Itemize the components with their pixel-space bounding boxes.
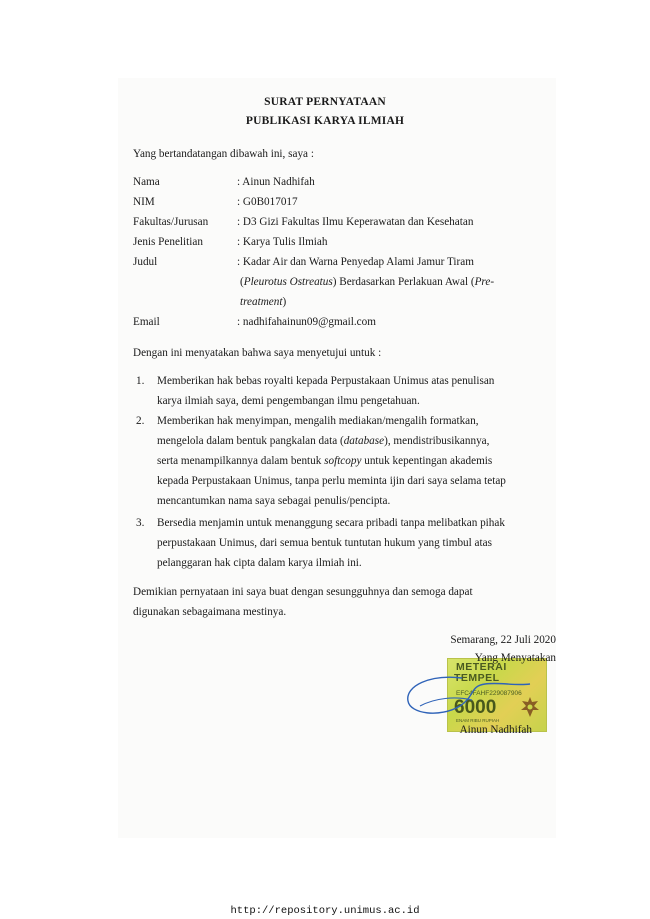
fakultas-label: Fakultas/Jurusan	[133, 216, 209, 228]
signature-scribble	[400, 656, 540, 726]
nim-label: NIM	[133, 196, 155, 208]
fakultas-value: : D3 Gizi Fakultas Ilmu Keperawatan dan Kesehatan	[237, 216, 474, 228]
list-item-text: serta menampilkannya dalam bentuk softcopy untuk kepentingan akademis	[157, 455, 493, 467]
statement-text: Dengan ini menyatakan bahwa saya menyetujui untuk :	[133, 347, 382, 359]
list-item-number: 1.	[136, 375, 145, 387]
list-item-text: perpustakaan Unimus, dari semua bentuk tuntutan hukum yang timbul atas	[157, 537, 492, 549]
letter-title: SURAT PERNYATAAN	[264, 96, 386, 108]
nim-value: : G0B017017	[237, 196, 298, 208]
judul-value-line3: treatment)	[240, 296, 287, 308]
list-item-text: karya ilmiah saya, demi pengembangan ilmu pengetahuan.	[157, 395, 420, 407]
judul-value-line1: : Kadar Air dan Warna Penyedap Alami Jamur Tiram	[237, 256, 474, 268]
stamp-serial: EFC4FAHF229087906	[456, 690, 522, 697]
list-item-number: 3.	[136, 517, 145, 529]
list-item-number: 2.	[136, 415, 145, 427]
nama-value: : Ainun Nadhifah	[237, 176, 315, 188]
email-value: : nadhifahainun09@gmail.com	[237, 316, 376, 328]
list-item-text: Memberikan hak menyimpan, mengalih mediakan/mengalih formatkan,	[157, 415, 479, 427]
footer-url: http://repository.unimus.ac.id	[230, 905, 420, 917]
email-label: Email	[133, 316, 160, 328]
stamp-label: METERAI	[456, 661, 507, 673]
list-item-text: Memberikan hak bebas royalti kepada Perpustakaan Unimus atas penulisan	[157, 375, 495, 387]
list-item-text: mencantumkan nama saya sebagai penulis/pencipta.	[157, 495, 391, 507]
closing-text: digunakan sebagaimana mestinya.	[133, 606, 287, 618]
stamp-label: TEMPEL	[454, 672, 500, 684]
judul-value-line2: (Pleurotus Ostreatus) Berdasarkan Perlakuan Awal (Pre-	[240, 276, 495, 288]
stamp-caption: ENAM RIBU RUPIAH	[456, 718, 500, 723]
stamp-amount: 6000	[454, 697, 497, 718]
list-item-text: pelanggaran hak cipta dalam karya ilmiah ini.	[157, 557, 362, 569]
nama-label: Nama	[133, 176, 160, 188]
signatory-name: Ainun Nadhifah	[459, 724, 532, 736]
place-date: Semarang, 22 Juli 2020	[450, 634, 556, 646]
jenis-penelitian-value: : Karya Tulis Ilmiah	[237, 236, 328, 248]
signatory-title: Yang Menyatakan	[474, 652, 556, 664]
list-item-text: kepada Perpustakaan Unimus, tanpa perlu meminta ijin dari saya selama tetap	[157, 475, 506, 487]
intro-text: Yang bertandatangan dibawah ini, saya :	[133, 148, 314, 160]
letter-subtitle: PUBLIKASI KARYA ILMIAH	[245, 115, 405, 127]
list-item-text: mengelola dalam bentuk pangkalan data (database), mendistribusikannya,	[157, 435, 490, 447]
jenis-penelitian-label: Jenis Penelitian	[133, 236, 203, 248]
list-item-text: Bersedia menjamin untuk menanggung secara pribadi tanpa melibatkan pihak	[157, 517, 505, 529]
judul-label: Judul	[133, 256, 158, 268]
closing-text: Demikian pernyataan ini saya buat dengan sesungguhnya dan semoga dapat	[133, 586, 473, 598]
